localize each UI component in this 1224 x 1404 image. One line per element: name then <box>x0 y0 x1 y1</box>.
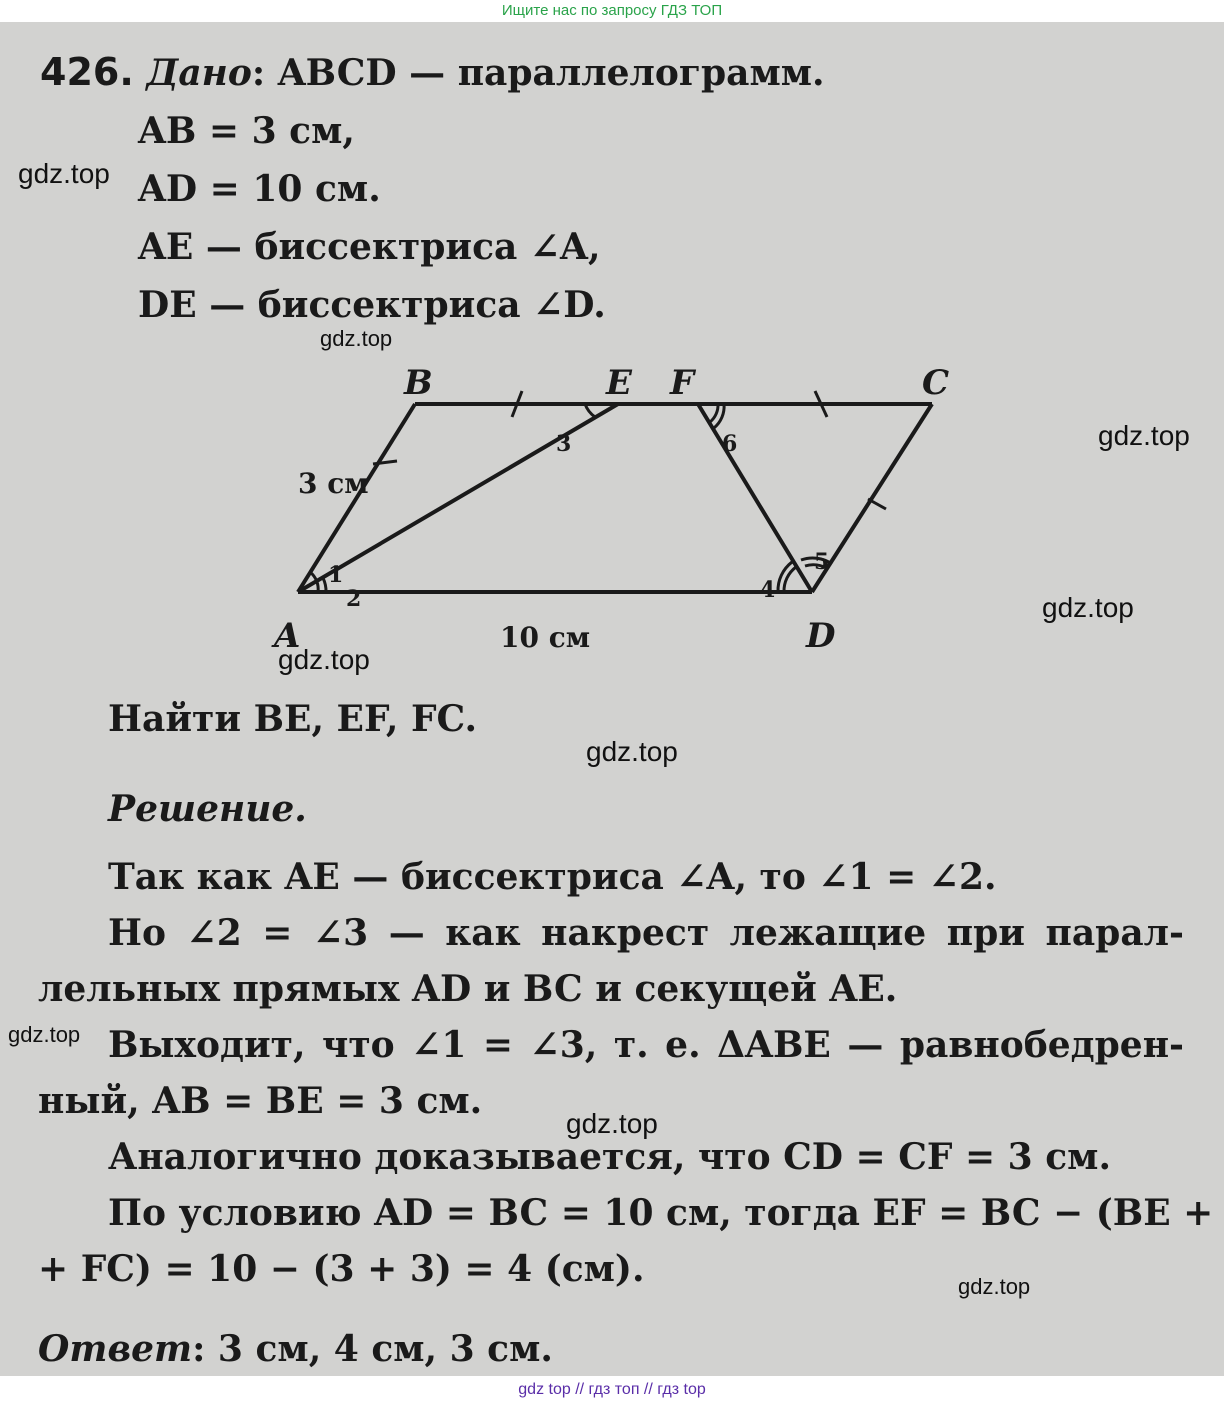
angle-label-3: 3 <box>556 431 572 457</box>
label-a: A <box>274 616 301 656</box>
angle-label-5: 5 <box>814 549 830 575</box>
tick-cd <box>868 499 886 509</box>
answer-line <box>38 1328 553 1370</box>
label-f: F <box>670 363 695 403</box>
given-de: DE — биссектриса ∠D. <box>138 284 606 326</box>
solution-title <box>108 788 307 830</box>
find-line: Найти BE, EF, FC. <box>108 698 478 740</box>
label-d: D <box>806 616 836 656</box>
watermark: gdz.top <box>958 1274 1031 1299</box>
parallelogram-figure <box>0 357 1224 657</box>
solution-line-2: Но ∠2 = ∠3 — как накрест лежащие при парал- <box>108 912 1184 954</box>
angle-label-1: 1 <box>328 562 344 588</box>
watermark: gdz.top <box>586 736 678 767</box>
watermark: gdz.top <box>1098 420 1190 451</box>
given-ab: AB = 3 см, <box>138 110 355 152</box>
arc-angle-4 <box>784 567 796 592</box>
length-ad: 10 см <box>500 621 591 654</box>
problem-number: 426. <box>40 50 134 94</box>
solution-title-text: Решение. <box>108 788 307 830</box>
length-ab: 3 см <box>298 467 369 500</box>
watermark: gdz.top <box>320 326 393 351</box>
problem-header <box>40 50 825 94</box>
solution-line-4: Выходит, что ∠1 = ∠3, т. е. ΔABE — равнобедрен- <box>108 1024 1184 1066</box>
watermark: gdz.top <box>278 644 370 675</box>
arc-angle-6 <box>710 404 718 422</box>
textbook-scan <box>0 22 1224 1376</box>
angle-label-6: 6 <box>722 431 738 457</box>
solution-line-8: + FC) = 10 − (3 + 3) = 4 (см). <box>38 1248 645 1290</box>
angle-label-2: 2 <box>346 586 362 612</box>
label-c: C <box>922 363 950 403</box>
watermark: gdz.top <box>566 1108 658 1139</box>
watermark: gdz.top <box>18 158 110 189</box>
answer-word: Ответ <box>38 1328 193 1370</box>
given-word: Дано <box>146 52 252 94</box>
given-line1: : ABCD — параллелограмм. <box>251 52 825 94</box>
given-ae: AE — биссектриса ∠A, <box>138 226 601 268</box>
watermark: gdz.top <box>1042 592 1134 623</box>
label-b: B <box>404 363 433 403</box>
arc-angle-2 <box>323 578 326 592</box>
watermark: gdz.top <box>8 1022 81 1047</box>
solution-line-5: ный, AB = BE = 3 см. <box>38 1080 483 1122</box>
tick-ab <box>373 461 397 464</box>
top-banner[interactable]: Ищите нас по запросу ГДЗ ТОП <box>0 0 1224 22</box>
solution-line-1: Так как AE — биссектриса ∠A, то ∠1 = ∠2. <box>108 856 997 898</box>
given-ad: AD = 10 см. <box>138 168 381 210</box>
label-e: E <box>606 363 632 403</box>
solution-line-3: лельных прямых AD и BC и секущей AE. <box>38 968 898 1010</box>
bottom-banner[interactable]: gdz top // гдз топ // гдз top <box>0 1376 1224 1404</box>
bisector-df <box>698 404 812 592</box>
answer-values: : 3 см, 4 см, 3 см. <box>192 1328 553 1370</box>
solution-line-7: По условию AD = BC = 10 см, тогда EF = BC − (BE + <box>108 1192 1214 1234</box>
angle-label-4: 4 <box>760 577 776 603</box>
solution-line-6: Аналогично доказывается, что CD = CF = 3 см. <box>108 1136 1111 1178</box>
